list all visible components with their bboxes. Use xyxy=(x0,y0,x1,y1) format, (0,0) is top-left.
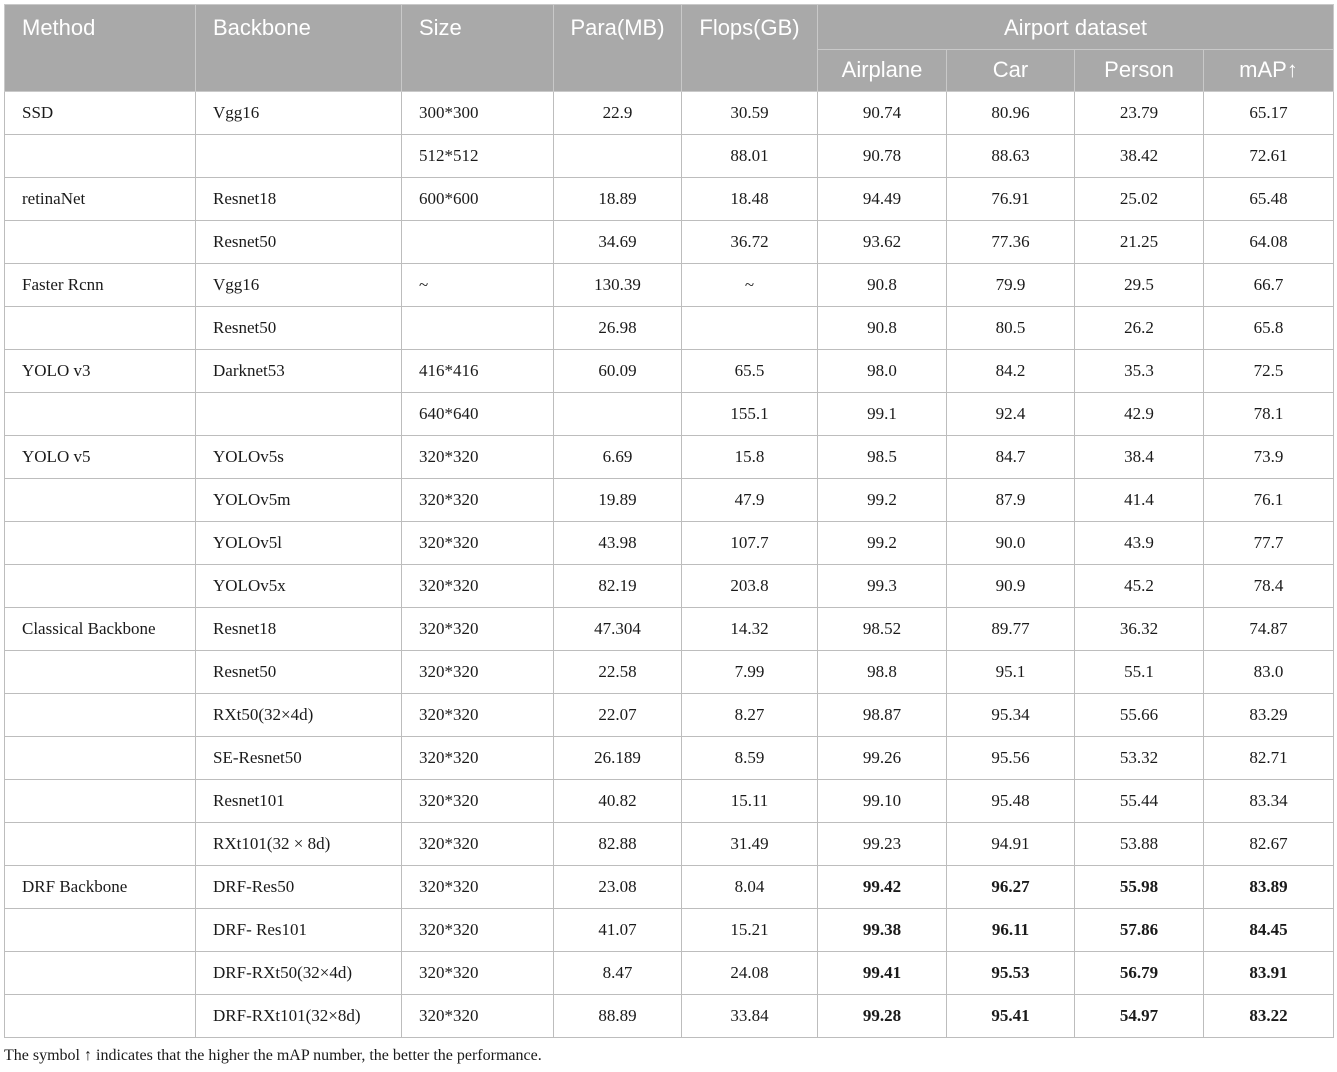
cell-method xyxy=(5,221,196,264)
cell-airplane: 99.38 xyxy=(818,909,947,952)
cell-method xyxy=(5,307,196,350)
cell-backbone xyxy=(196,135,402,178)
cell-method: DRF Backbone xyxy=(5,866,196,909)
cell-size: 320*320 xyxy=(402,780,554,823)
table-row xyxy=(5,221,1334,264)
cell-para xyxy=(554,393,682,436)
cell-size: 320*320 xyxy=(402,608,554,651)
cell-flops: ~ xyxy=(682,264,818,307)
cell-map: 83.0 xyxy=(1204,651,1334,694)
cell-para: 34.69 xyxy=(554,221,682,264)
cell-person: 23.79 xyxy=(1075,92,1204,135)
cell-flops: 31.49 xyxy=(682,823,818,866)
cell-airplane: 90.74 xyxy=(818,92,947,135)
cell-size: 600*600 xyxy=(402,178,554,221)
table-row xyxy=(5,436,1334,479)
cell-car: 95.34 xyxy=(947,694,1075,737)
cell-backbone: SE-Resnet50 xyxy=(196,737,402,780)
table-body xyxy=(5,92,1334,1038)
cell-car: 84.2 xyxy=(947,350,1075,393)
cell-method xyxy=(5,565,196,608)
cell-para: 23.08 xyxy=(554,866,682,909)
cell-car: 87.9 xyxy=(947,479,1075,522)
cell-flops: 8.59 xyxy=(682,737,818,780)
table-row xyxy=(5,952,1334,995)
cell-airplane: 99.10 xyxy=(818,780,947,823)
header-backbone: Backbone xyxy=(196,5,402,92)
cell-airplane: 99.42 xyxy=(818,866,947,909)
header-flops: Flops(GB) xyxy=(682,5,818,92)
cell-person: 56.79 xyxy=(1075,952,1204,995)
cell-para: 22.58 xyxy=(554,651,682,694)
table-row xyxy=(5,694,1334,737)
cell-flops: 7.99 xyxy=(682,651,818,694)
cell-map: 74.87 xyxy=(1204,608,1334,651)
cell-para: 8.47 xyxy=(554,952,682,995)
cell-airplane: 90.78 xyxy=(818,135,947,178)
cell-car: 95.41 xyxy=(947,995,1075,1038)
cell-size: 320*320 xyxy=(402,995,554,1038)
cell-airplane: 98.87 xyxy=(818,694,947,737)
cell-backbone xyxy=(196,393,402,436)
table-row xyxy=(5,393,1334,436)
cell-map: 84.45 xyxy=(1204,909,1334,952)
cell-backbone: Resnet50 xyxy=(196,651,402,694)
cell-map: 65.48 xyxy=(1204,178,1334,221)
footnote: The symbol ↑ indicates that the higher the mAP number, the better the performance. xyxy=(4,1047,542,1064)
cell-para: 40.82 xyxy=(554,780,682,823)
cell-backbone: RXt101(32 × 8d) xyxy=(196,823,402,866)
cell-map: 72.5 xyxy=(1204,350,1334,393)
cell-method xyxy=(5,737,196,780)
cell-flops xyxy=(682,307,818,350)
cell-car: 77.36 xyxy=(947,221,1075,264)
cell-airplane: 98.52 xyxy=(818,608,947,651)
cell-para: 22.07 xyxy=(554,694,682,737)
cell-flops: 33.84 xyxy=(682,995,818,1038)
cell-para: 60.09 xyxy=(554,350,682,393)
cell-backbone: Resnet101 xyxy=(196,780,402,823)
cell-map: 77.7 xyxy=(1204,522,1334,565)
cell-flops: 36.72 xyxy=(682,221,818,264)
cell-car: 80.96 xyxy=(947,92,1075,135)
cell-backbone: DRF-RXt101(32×8d) xyxy=(196,995,402,1038)
cell-backbone: Vgg16 xyxy=(196,92,402,135)
table-row xyxy=(5,909,1334,952)
cell-person: 55.1 xyxy=(1075,651,1204,694)
cell-car: 94.91 xyxy=(947,823,1075,866)
cell-size: 320*320 xyxy=(402,651,554,694)
cell-method xyxy=(5,694,196,737)
cell-map: 83.89 xyxy=(1204,866,1334,909)
cell-person: 42.9 xyxy=(1075,393,1204,436)
cell-car: 90.0 xyxy=(947,522,1075,565)
cell-map: 83.29 xyxy=(1204,694,1334,737)
cell-person: 55.66 xyxy=(1075,694,1204,737)
cell-map: 65.8 xyxy=(1204,307,1334,350)
cell-size: ~ xyxy=(402,264,554,307)
cell-size: 320*320 xyxy=(402,866,554,909)
cell-airplane: 99.2 xyxy=(818,479,947,522)
table-row xyxy=(5,350,1334,393)
cell-map: 78.4 xyxy=(1204,565,1334,608)
cell-para: 26.189 xyxy=(554,737,682,780)
cell-method xyxy=(5,135,196,178)
cell-backbone: RXt50(32×4d) xyxy=(196,694,402,737)
cell-backbone: YOLOv5x xyxy=(196,565,402,608)
cell-size xyxy=(402,307,554,350)
cell-airplane: 99.23 xyxy=(818,823,947,866)
cell-person: 21.25 xyxy=(1075,221,1204,264)
cell-flops: 8.27 xyxy=(682,694,818,737)
table-row xyxy=(5,178,1334,221)
cell-backbone: Resnet18 xyxy=(196,608,402,651)
cell-para: 47.304 xyxy=(554,608,682,651)
cell-size: 320*320 xyxy=(402,565,554,608)
cell-person: 55.44 xyxy=(1075,780,1204,823)
cell-airplane: 99.2 xyxy=(818,522,947,565)
cell-map: 82.71 xyxy=(1204,737,1334,780)
cell-size xyxy=(402,221,554,264)
header-para: Para(MB) xyxy=(554,5,682,92)
cell-airplane: 94.49 xyxy=(818,178,947,221)
cell-size: 320*320 xyxy=(402,522,554,565)
cell-flops: 88.01 xyxy=(682,135,818,178)
cell-flops: 15.11 xyxy=(682,780,818,823)
cell-para: 19.89 xyxy=(554,479,682,522)
table-row xyxy=(5,135,1334,178)
cell-airplane: 98.5 xyxy=(818,436,947,479)
cell-method xyxy=(5,780,196,823)
cell-method xyxy=(5,995,196,1038)
cell-map: 83.34 xyxy=(1204,780,1334,823)
table-row xyxy=(5,995,1334,1038)
table-row xyxy=(5,866,1334,909)
cell-map: 82.67 xyxy=(1204,823,1334,866)
header-person: Person xyxy=(1075,50,1204,92)
cell-car: 89.77 xyxy=(947,608,1075,651)
cell-para: 88.89 xyxy=(554,995,682,1038)
cell-map: 78.1 xyxy=(1204,393,1334,436)
cell-size: 320*320 xyxy=(402,737,554,780)
cell-person: 45.2 xyxy=(1075,565,1204,608)
table-header xyxy=(5,5,1334,92)
cell-method: YOLO v3 xyxy=(5,350,196,393)
cell-backbone: Vgg16 xyxy=(196,264,402,307)
cell-method xyxy=(5,522,196,565)
cell-method xyxy=(5,651,196,694)
cell-flops: 14.32 xyxy=(682,608,818,651)
cell-car: 96.27 xyxy=(947,866,1075,909)
cell-person: 41.4 xyxy=(1075,479,1204,522)
cell-person: 26.2 xyxy=(1075,307,1204,350)
cell-backbone: DRF-RXt50(32×4d) xyxy=(196,952,402,995)
cell-map: 83.91 xyxy=(1204,952,1334,995)
table-row xyxy=(5,307,1334,350)
cell-backbone: Resnet18 xyxy=(196,178,402,221)
cell-car: 79.9 xyxy=(947,264,1075,307)
cell-method xyxy=(5,909,196,952)
cell-car: 95.53 xyxy=(947,952,1075,995)
cell-airplane: 93.62 xyxy=(818,221,947,264)
cell-para: 41.07 xyxy=(554,909,682,952)
cell-airplane: 99.41 xyxy=(818,952,947,995)
cell-person: 57.86 xyxy=(1075,909,1204,952)
cell-airplane: 99.3 xyxy=(818,565,947,608)
cell-car: 92.4 xyxy=(947,393,1075,436)
cell-size: 300*300 xyxy=(402,92,554,135)
cell-flops: 18.48 xyxy=(682,178,818,221)
header-size: Size xyxy=(402,5,554,92)
cell-car: 88.63 xyxy=(947,135,1075,178)
table-row xyxy=(5,608,1334,651)
cell-size: 320*320 xyxy=(402,479,554,522)
cell-flops: 15.8 xyxy=(682,436,818,479)
cell-size: 320*320 xyxy=(402,694,554,737)
cell-method: SSD xyxy=(5,92,196,135)
cell-person: 54.97 xyxy=(1075,995,1204,1038)
table-row xyxy=(5,651,1334,694)
cell-para: 22.9 xyxy=(554,92,682,135)
header-method: Method xyxy=(5,5,196,92)
cell-backbone: Darknet53 xyxy=(196,350,402,393)
table-row xyxy=(5,479,1334,522)
cell-map: 73.9 xyxy=(1204,436,1334,479)
cell-para: 82.19 xyxy=(554,565,682,608)
cell-car: 80.5 xyxy=(947,307,1075,350)
cell-backbone: Resnet50 xyxy=(196,307,402,350)
cell-person: 43.9 xyxy=(1075,522,1204,565)
cell-person: 29.5 xyxy=(1075,264,1204,307)
cell-method xyxy=(5,393,196,436)
header-airplane: Airplane xyxy=(818,50,947,92)
cell-airplane: 99.1 xyxy=(818,393,947,436)
cell-para: 26.98 xyxy=(554,307,682,350)
table-row xyxy=(5,565,1334,608)
cell-person: 25.02 xyxy=(1075,178,1204,221)
cell-person: 55.98 xyxy=(1075,866,1204,909)
cell-flops: 24.08 xyxy=(682,952,818,995)
cell-method xyxy=(5,952,196,995)
cell-size: 320*320 xyxy=(402,823,554,866)
cell-person: 35.3 xyxy=(1075,350,1204,393)
cell-person: 36.32 xyxy=(1075,608,1204,651)
cell-car: 95.1 xyxy=(947,651,1075,694)
table-row xyxy=(5,264,1334,307)
cell-car: 95.48 xyxy=(947,780,1075,823)
cell-airplane: 98.8 xyxy=(818,651,947,694)
cell-map: 64.08 xyxy=(1204,221,1334,264)
cell-car: 96.11 xyxy=(947,909,1075,952)
cell-map: 65.17 xyxy=(1204,92,1334,135)
cell-backbone: YOLOv5l xyxy=(196,522,402,565)
cell-flops: 203.8 xyxy=(682,565,818,608)
cell-flops: 107.7 xyxy=(682,522,818,565)
cell-backbone: DRF- Res101 xyxy=(196,909,402,952)
header-car: Car xyxy=(947,50,1075,92)
cell-method: YOLO v5 xyxy=(5,436,196,479)
cell-car: 84.7 xyxy=(947,436,1075,479)
cell-backbone: YOLOv5m xyxy=(196,479,402,522)
cell-para: 130.39 xyxy=(554,264,682,307)
cell-method: Classical Backbone xyxy=(5,608,196,651)
cell-map: 83.22 xyxy=(1204,995,1334,1038)
cell-size: 416*416 xyxy=(402,350,554,393)
cell-method: Faster Rcnn xyxy=(5,264,196,307)
cell-flops: 15.21 xyxy=(682,909,818,952)
cell-flops: 30.59 xyxy=(682,92,818,135)
table-row xyxy=(5,780,1334,823)
table-row xyxy=(5,522,1334,565)
cell-backbone: DRF-Res50 xyxy=(196,866,402,909)
cell-map: 72.61 xyxy=(1204,135,1334,178)
cell-map: 76.1 xyxy=(1204,479,1334,522)
cell-size: 320*320 xyxy=(402,436,554,479)
cell-person: 53.32 xyxy=(1075,737,1204,780)
cell-airplane: 90.8 xyxy=(818,264,947,307)
cell-method xyxy=(5,479,196,522)
cell-flops: 155.1 xyxy=(682,393,818,436)
cell-airplane: 98.0 xyxy=(818,350,947,393)
cell-map: 66.7 xyxy=(1204,264,1334,307)
cell-size: 640*640 xyxy=(402,393,554,436)
cell-para xyxy=(554,135,682,178)
cell-para: 43.98 xyxy=(554,522,682,565)
cell-size: 512*512 xyxy=(402,135,554,178)
table-row xyxy=(5,823,1334,866)
cell-method: retinaNet xyxy=(5,178,196,221)
cell-flops: 8.04 xyxy=(682,866,818,909)
cell-size: 320*320 xyxy=(402,909,554,952)
cell-flops: 65.5 xyxy=(682,350,818,393)
results-table xyxy=(4,4,1334,1038)
cell-backbone: Resnet50 xyxy=(196,221,402,264)
table-row xyxy=(5,737,1334,780)
cell-airplane: 99.26 xyxy=(818,737,947,780)
cell-airplane: 99.28 xyxy=(818,995,947,1038)
cell-method xyxy=(5,823,196,866)
cell-para: 82.88 xyxy=(554,823,682,866)
cell-person: 38.42 xyxy=(1075,135,1204,178)
cell-person: 53.88 xyxy=(1075,823,1204,866)
cell-size: 320*320 xyxy=(402,952,554,995)
cell-backbone: YOLOv5s xyxy=(196,436,402,479)
cell-person: 38.4 xyxy=(1075,436,1204,479)
cell-car: 76.91 xyxy=(947,178,1075,221)
cell-car: 90.9 xyxy=(947,565,1075,608)
cell-flops: 47.9 xyxy=(682,479,818,522)
table-row xyxy=(5,92,1334,135)
cell-para: 6.69 xyxy=(554,436,682,479)
cell-car: 95.56 xyxy=(947,737,1075,780)
header-map: mAP↑ xyxy=(1204,50,1334,92)
cell-airplane: 90.8 xyxy=(818,307,947,350)
cell-para: 18.89 xyxy=(554,178,682,221)
header-dataset: Airport dataset xyxy=(818,5,1334,50)
